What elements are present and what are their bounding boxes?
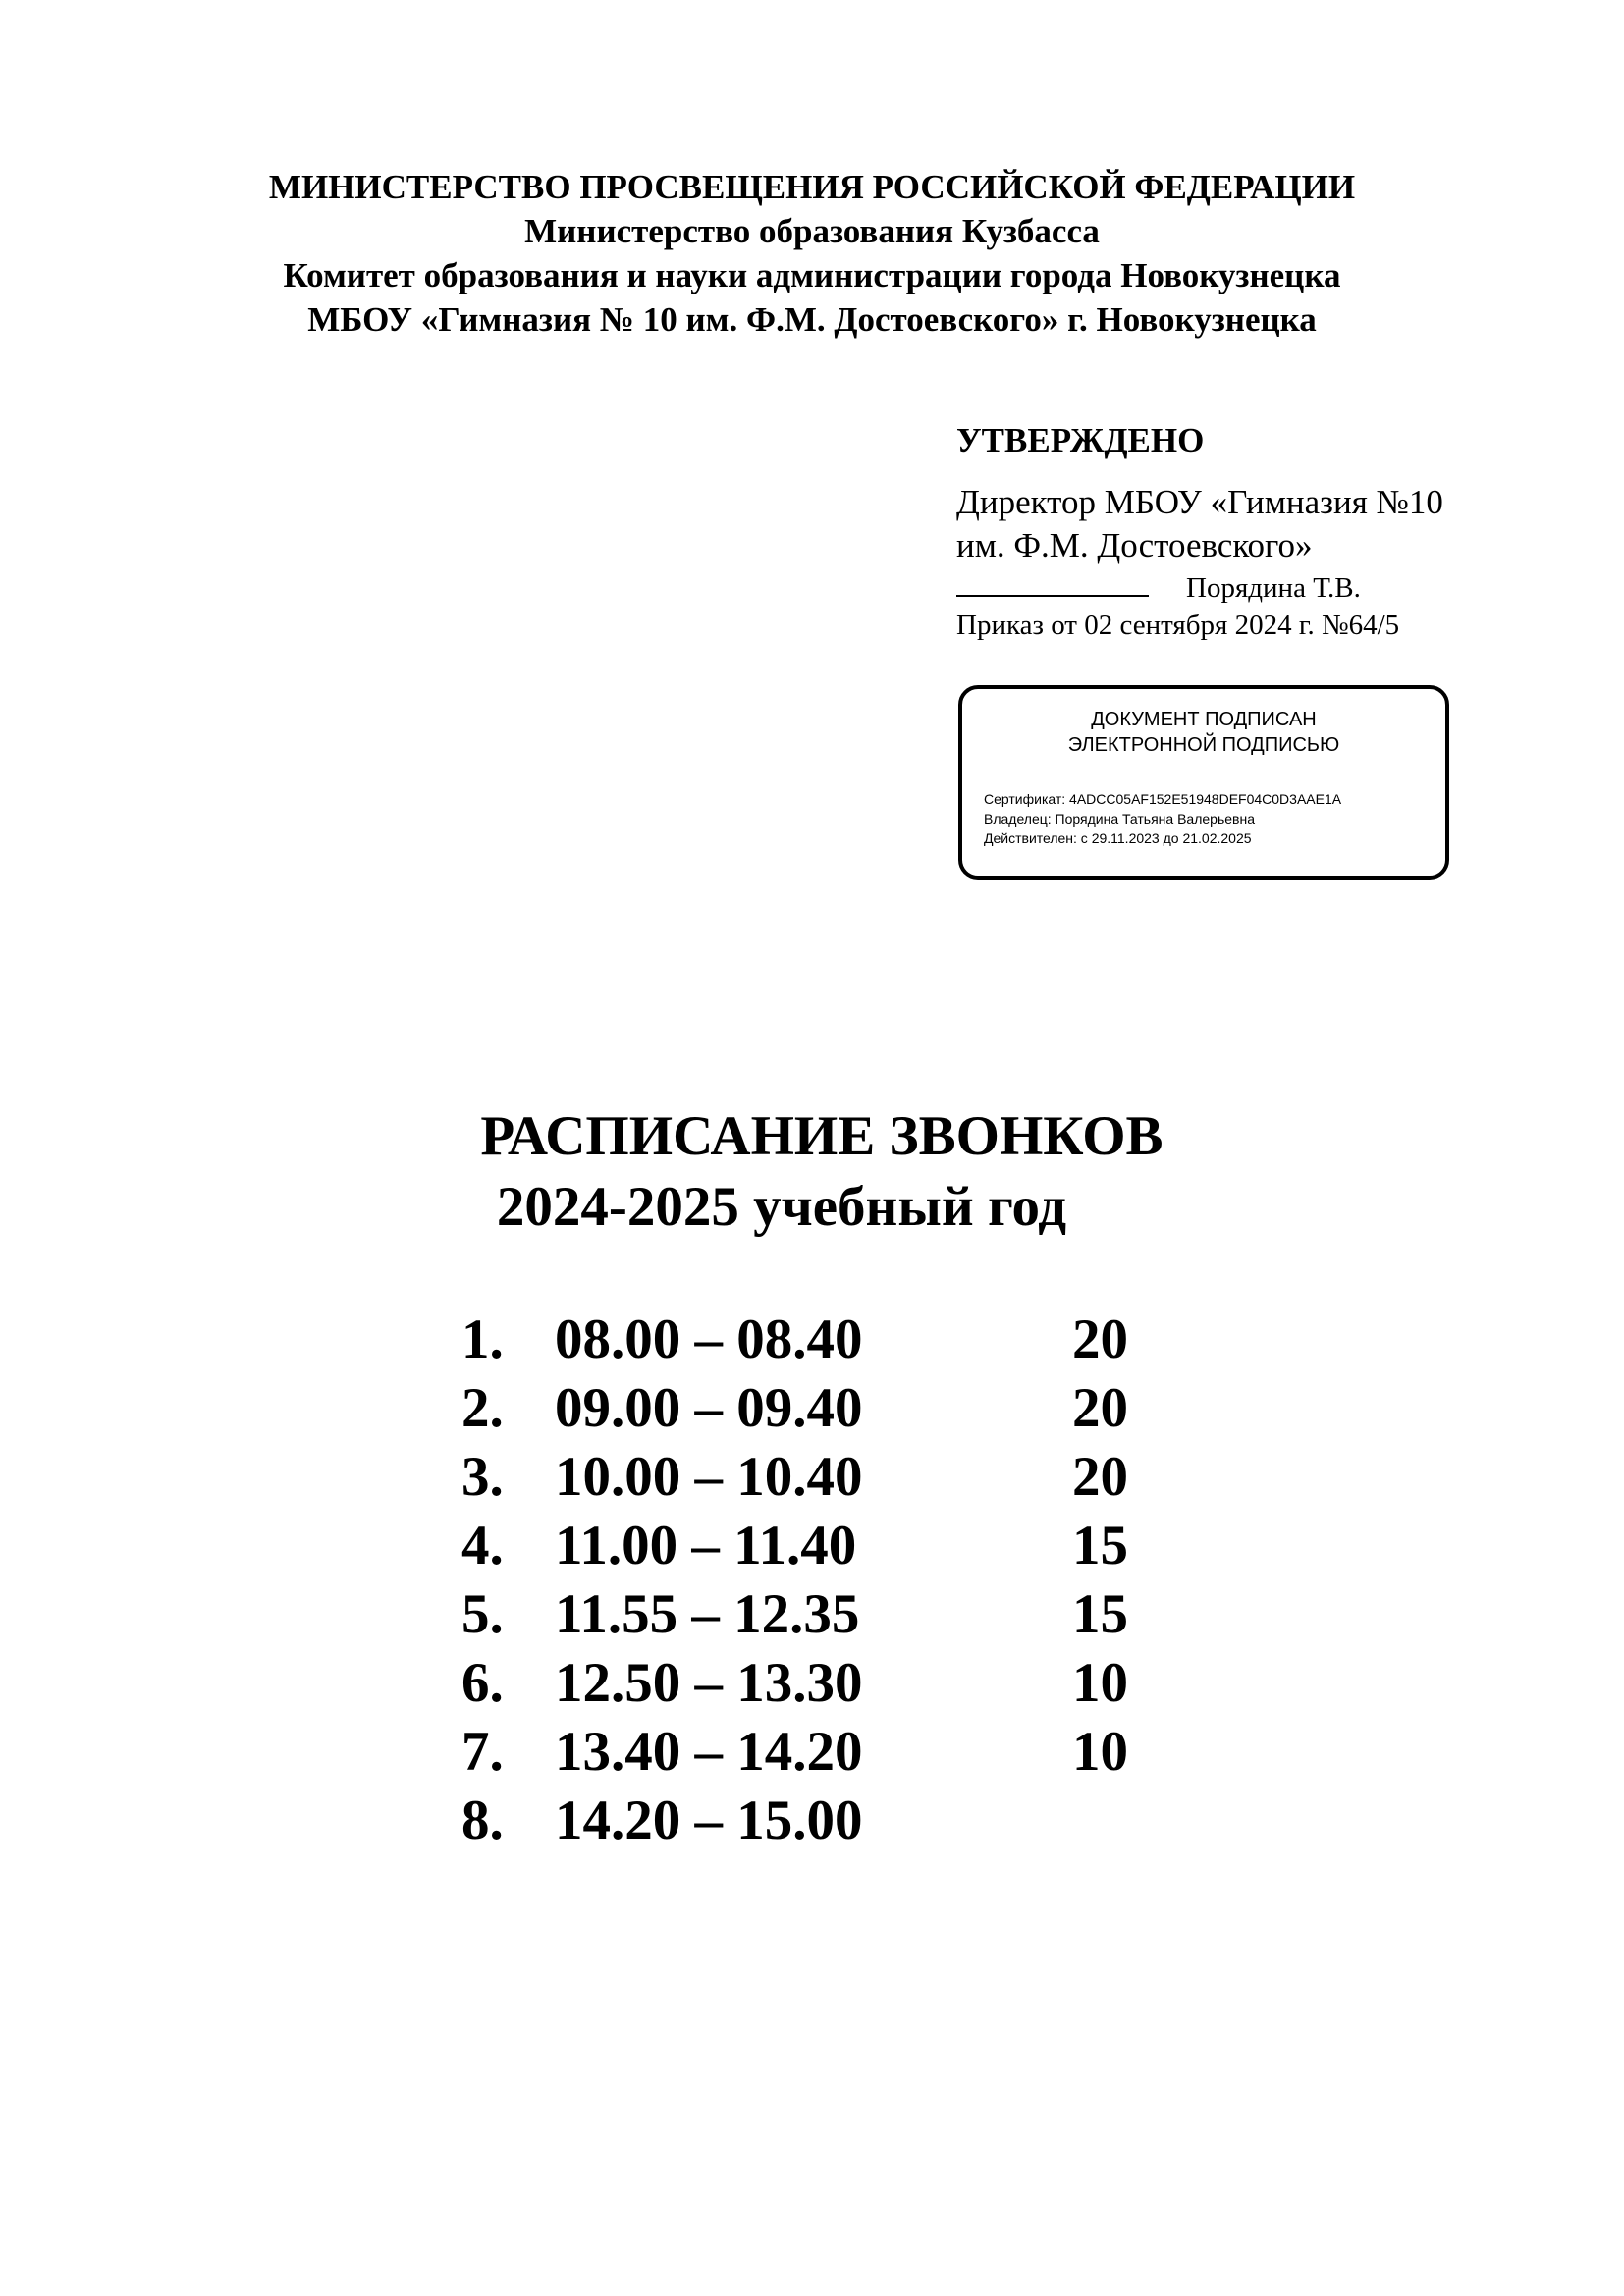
signature-blank bbox=[956, 571, 1149, 597]
lesson-time: 08.00 – 08.40 bbox=[555, 1308, 863, 1370]
lesson-number: 2. bbox=[461, 1377, 504, 1439]
schedule-title-block bbox=[0, 1101, 1624, 1243]
lesson-time: 12.50 – 13.30 bbox=[555, 1652, 863, 1714]
header-regional-ministry: Министерство образования Кузбасса bbox=[524, 212, 1100, 250]
stamp-details bbox=[984, 789, 1341, 848]
bell-schedule-list bbox=[461, 1306, 1345, 1855]
header-school: МБОУ «Гимназия № 10 им. Ф.М. Достоевского» г. Новокузнецка bbox=[307, 300, 1317, 339]
lesson-time: 11.00 – 11.40 bbox=[555, 1515, 857, 1576]
director-title-line1: Директор МБОУ «Гимназия №10 bbox=[956, 483, 1443, 521]
e-signature-stamp bbox=[958, 685, 1449, 880]
header-ministry: МИНИСТЕРСТВО ПРОСВЕЩЕНИЯ РОССИЙСКОЙ ФЕДЕРАЦИИ bbox=[268, 168, 1356, 206]
lesson-number: 7. bbox=[461, 1721, 504, 1783]
lesson-number: 8. bbox=[461, 1789, 504, 1851]
stamp-title-line1: ДОКУМЕНТ ПОДПИСАН bbox=[1091, 709, 1317, 730]
lesson-time: 11.55 – 12.35 bbox=[555, 1583, 860, 1645]
break-minutes: 15 bbox=[1072, 1515, 1128, 1576]
lesson-number: 4. bbox=[461, 1515, 504, 1576]
lesson-row bbox=[461, 1512, 1345, 1580]
lesson-number: 3. bbox=[461, 1446, 504, 1508]
lesson-row bbox=[461, 1443, 1345, 1512]
stamp-validity: Действителен: с 29.11.2023 до 21.02.2025 bbox=[984, 830, 1252, 846]
lesson-row bbox=[461, 1374, 1345, 1443]
stamp-owner: Владелец: Порядина Татьяна Валерьевна bbox=[984, 811, 1255, 827]
document-header bbox=[0, 165, 1624, 342]
lesson-time: 09.00 – 09.40 bbox=[555, 1377, 863, 1439]
lesson-row bbox=[461, 1580, 1345, 1649]
schedule-title: РАСПИСАНИЕ ЗВОНКОВ bbox=[480, 1105, 1164, 1167]
order-reference: Приказ от 02 сентября 2024 г. №64/5 bbox=[956, 610, 1400, 641]
break-minutes: 20 bbox=[1072, 1377, 1128, 1439]
lesson-number: 6. bbox=[461, 1652, 504, 1714]
lesson-time: 13.40 – 14.20 bbox=[555, 1721, 863, 1783]
director-title-line2: им. Ф.М. Достоевского» bbox=[956, 526, 1313, 564]
break-minutes: 20 bbox=[1072, 1446, 1128, 1508]
lesson-row bbox=[461, 1649, 1345, 1718]
lesson-number: 5. bbox=[461, 1583, 504, 1645]
stamp-title-line2: ЭЛЕКТРОННОЙ ПОДПИСЬЮ bbox=[1067, 734, 1340, 756]
schedule-subtitle: 2024-2025 учебный год bbox=[496, 1176, 1067, 1238]
approved-title: УТВЕРЖДЕНО bbox=[956, 421, 1205, 459]
break-minutes: 20 bbox=[1072, 1308, 1128, 1370]
stamp-title bbox=[962, 707, 1445, 758]
stamp-certificate: Сертификат: 4ADCC05AF152E51948DEF04C0D3AAE1A bbox=[984, 791, 1342, 807]
lesson-number: 1. bbox=[461, 1308, 504, 1370]
lesson-row bbox=[461, 1306, 1345, 1374]
lesson-row bbox=[461, 1718, 1345, 1787]
header-committee: Комитет образования и науки администрации города Новокузнецка bbox=[283, 256, 1341, 294]
signer-name: Порядина Т.В. bbox=[1186, 572, 1361, 604]
break-minutes: 10 bbox=[1072, 1721, 1128, 1783]
lesson-row bbox=[461, 1787, 1345, 1855]
signature-line bbox=[956, 569, 1585, 607]
lesson-time: 10.00 – 10.40 bbox=[555, 1446, 863, 1508]
lesson-time: 14.20 – 15.00 bbox=[555, 1789, 863, 1851]
approval-block bbox=[956, 418, 1585, 644]
break-minutes: 15 bbox=[1072, 1583, 1128, 1645]
break-minutes: 10 bbox=[1072, 1652, 1128, 1714]
